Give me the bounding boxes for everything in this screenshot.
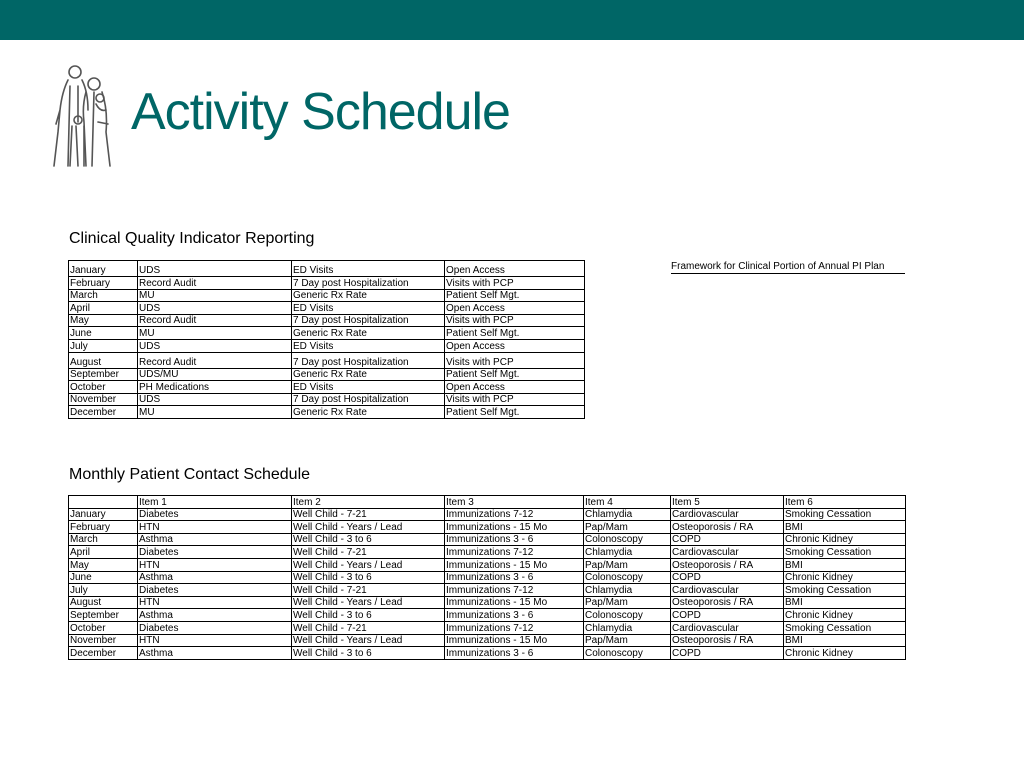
table-cell: Asthma [138,609,292,622]
month-cell: November [69,634,138,647]
table-cell: Chlamydia [584,508,671,521]
table-cell: Well Child - 3 to 6 [292,647,445,660]
table-cell: Chronic Kidney [784,647,906,660]
top-banner [0,0,1024,40]
table-cell: Immunizations - 15 Mo [445,558,584,571]
table-cell: Generic Rx Rate [292,406,445,419]
table-cell: Colonoscopy [584,609,671,622]
table-header-row [69,496,906,509]
table-cell: Smoking Cessation [784,584,906,597]
table-cell: Immunizations 7-12 [445,508,584,521]
page-title: Activity Schedule [131,83,510,141]
table-cell: COPD [671,571,784,584]
table-cell: Smoking Cessation [784,508,906,521]
month-cell: August [69,596,138,609]
table-cell: HTN [138,558,292,571]
table-cell: Cardiovascular [671,546,784,559]
table-cell: Well Child - Years / Lead [292,634,445,647]
table-cell: UDS [138,302,292,315]
table-cell: ED Visits [292,381,445,394]
table-cell: Diabetes [138,546,292,559]
table-cell: Immunizations 3 - 6 [445,609,584,622]
table-cell: Visits with PCP [445,393,585,406]
table-cell: UDS [138,261,292,277]
clinical-quality-table [68,260,585,419]
table-row [69,584,906,597]
table-cell: Well Child - 3 to 6 [292,533,445,546]
month-cell: July [69,584,138,597]
table-row [69,558,906,571]
table-cell: Immunizations 3 - 6 [445,571,584,584]
month-cell: July [69,339,138,352]
table-cell: Chlamydia [584,621,671,634]
table-cell: Well Child - Years / Lead [292,596,445,609]
month-cell: June [69,327,138,340]
table-cell: Osteoporosis / RA [671,558,784,571]
table-cell: Chronic Kidney [784,533,906,546]
month-cell: December [69,406,138,419]
table-cell: BMI [784,596,906,609]
table-row [69,621,906,634]
table-cell: Well Child - Years / Lead [292,558,445,571]
table-cell: BMI [784,558,906,571]
table-cell: HTN [138,521,292,534]
month-cell: April [69,546,138,559]
table-cell: Diabetes [138,508,292,521]
table-row [69,406,585,419]
table-cell: Pap/Mam [584,521,671,534]
table-cell: Immunizations - 15 Mo [445,634,584,647]
table-cell: 7 Day post Hospitalization [292,393,445,406]
table-cell: Well Child - 7-21 [292,584,445,597]
table-cell: Well Child - Years / Lead [292,521,445,534]
table-cell: Open Access [445,381,585,394]
table-cell: Pap/Mam [584,596,671,609]
table-cell: HTN [138,596,292,609]
table-cell: Chlamydia [584,584,671,597]
column-header: Item 3 [445,496,584,509]
table-cell: Open Access [445,302,585,315]
table-cell: ED Visits [292,339,445,352]
patient-contact-table [68,495,906,660]
table-cell: Chronic Kidney [784,571,906,584]
table-cell: Immunizations - 15 Mo [445,596,584,609]
table-row [69,521,906,534]
table-cell: Visits with PCP [445,314,585,327]
column-header: Item 5 [671,496,784,509]
month-cell: May [69,314,138,327]
table-cell: Immunizations 7-12 [445,546,584,559]
table-cell: Osteoporosis / RA [671,634,784,647]
column-header: Item 2 [292,496,445,509]
framework-note: Framework for Clinical Portion of Annual PI Plan [671,262,905,274]
table-cell: Pap/Mam [584,634,671,647]
month-cell: April [69,302,138,315]
table-cell: COPD [671,533,784,546]
table-cell: Cardiovascular [671,508,784,521]
table-cell: Visits with PCP [445,277,585,290]
table-cell: Well Child - 7-21 [292,621,445,634]
contact-section-heading: Monthly Patient Contact Schedule [69,466,311,483]
table-row [69,381,585,394]
table-cell: PH Medications [138,381,292,394]
month-cell: March [69,289,138,302]
table-row [69,571,906,584]
table-cell: Patient Self Mgt. [445,406,585,419]
table-cell: UDS/MU [138,368,292,381]
table-cell: UDS [138,339,292,352]
family-figures-icon [48,62,114,168]
table-row [69,261,585,277]
table-cell: Generic Rx Rate [292,289,445,302]
table-cell: Record Audit [138,277,292,290]
column-header: Item 6 [784,496,906,509]
table-row [69,277,585,290]
table-cell: MU [138,406,292,419]
column-header: Item 4 [584,496,671,509]
table-row [69,647,906,660]
month-cell: February [69,277,138,290]
table-cell: Cardiovascular [671,584,784,597]
column-header [69,496,138,509]
month-cell: March [69,533,138,546]
table-cell: ED Visits [292,302,445,315]
month-cell: January [69,261,138,277]
table-cell: 7 Day post Hospitalization [292,352,445,368]
table-row [69,289,585,302]
table-row [69,393,585,406]
table-cell: MU [138,289,292,302]
table-cell: Patient Self Mgt. [445,327,585,340]
table-cell: Immunizations 7-12 [445,584,584,597]
table-cell: Record Audit [138,352,292,368]
month-cell: September [69,609,138,622]
table-cell: Generic Rx Rate [292,327,445,340]
table-row [69,533,906,546]
table-cell: Asthma [138,571,292,584]
month-cell: May [69,558,138,571]
table-cell: ED Visits [292,261,445,277]
table-row [69,314,585,327]
table-cell: Diabetes [138,584,292,597]
table-cell: Chronic Kidney [784,609,906,622]
table-cell: BMI [784,634,906,647]
table-cell: 7 Day post Hospitalization [292,277,445,290]
table-cell: Asthma [138,533,292,546]
table-cell: Smoking Cessation [784,546,906,559]
table-cell: BMI [784,521,906,534]
table-cell: UDS [138,393,292,406]
table-row [69,609,906,622]
month-cell: December [69,647,138,660]
table-row [69,546,906,559]
table-row [69,302,585,315]
table-cell: Colonoscopy [584,647,671,660]
table-row [69,352,585,368]
table-row [69,339,585,352]
table-cell: Colonoscopy [584,533,671,546]
table-cell: Pap/Mam [584,558,671,571]
table-row [69,327,585,340]
table-cell: Immunizations 7-12 [445,621,584,634]
month-cell: June [69,571,138,584]
month-cell: January [69,508,138,521]
table-cell: Well Child - 3 to 6 [292,571,445,584]
table-cell: Generic Rx Rate [292,368,445,381]
column-header: Item 1 [138,496,292,509]
table-cell: COPD [671,609,784,622]
table-cell: Patient Self Mgt. [445,368,585,381]
table-row [69,596,906,609]
table-cell: Asthma [138,647,292,660]
table-row [69,368,585,381]
table-cell: COPD [671,647,784,660]
month-cell: February [69,521,138,534]
clinical-section-heading: Clinical Quality Indicator Reporting [69,230,315,247]
table-cell: Open Access [445,339,585,352]
table-cell: HTN [138,634,292,647]
month-cell: September [69,368,138,381]
month-cell: October [69,381,138,394]
table-cell: Well Child - 7-21 [292,546,445,559]
table-cell: Visits with PCP [445,352,585,368]
table-cell: Open Access [445,261,585,277]
table-row [69,508,906,521]
table-cell: Well Child - 3 to 6 [292,609,445,622]
month-cell: August [69,352,138,368]
table-cell: Patient Self Mgt. [445,289,585,302]
table-cell: Immunizations 3 - 6 [445,647,584,660]
table-cell: Osteoporosis / RA [671,521,784,534]
table-cell: Record Audit [138,314,292,327]
table-cell: Cardiovascular [671,621,784,634]
table-cell: 7 Day post Hospitalization [292,314,445,327]
table-row [69,634,906,647]
table-cell: Immunizations - 15 Mo [445,521,584,534]
table-cell: Diabetes [138,621,292,634]
table-cell: Well Child - 7-21 [292,508,445,521]
table-cell: Osteoporosis / RA [671,596,784,609]
table-cell: Smoking Cessation [784,621,906,634]
table-cell: Chlamydia [584,546,671,559]
table-cell: Immunizations 3 - 6 [445,533,584,546]
table-cell: Colonoscopy [584,571,671,584]
table-cell: MU [138,327,292,340]
month-cell: October [69,621,138,634]
month-cell: November [69,393,138,406]
